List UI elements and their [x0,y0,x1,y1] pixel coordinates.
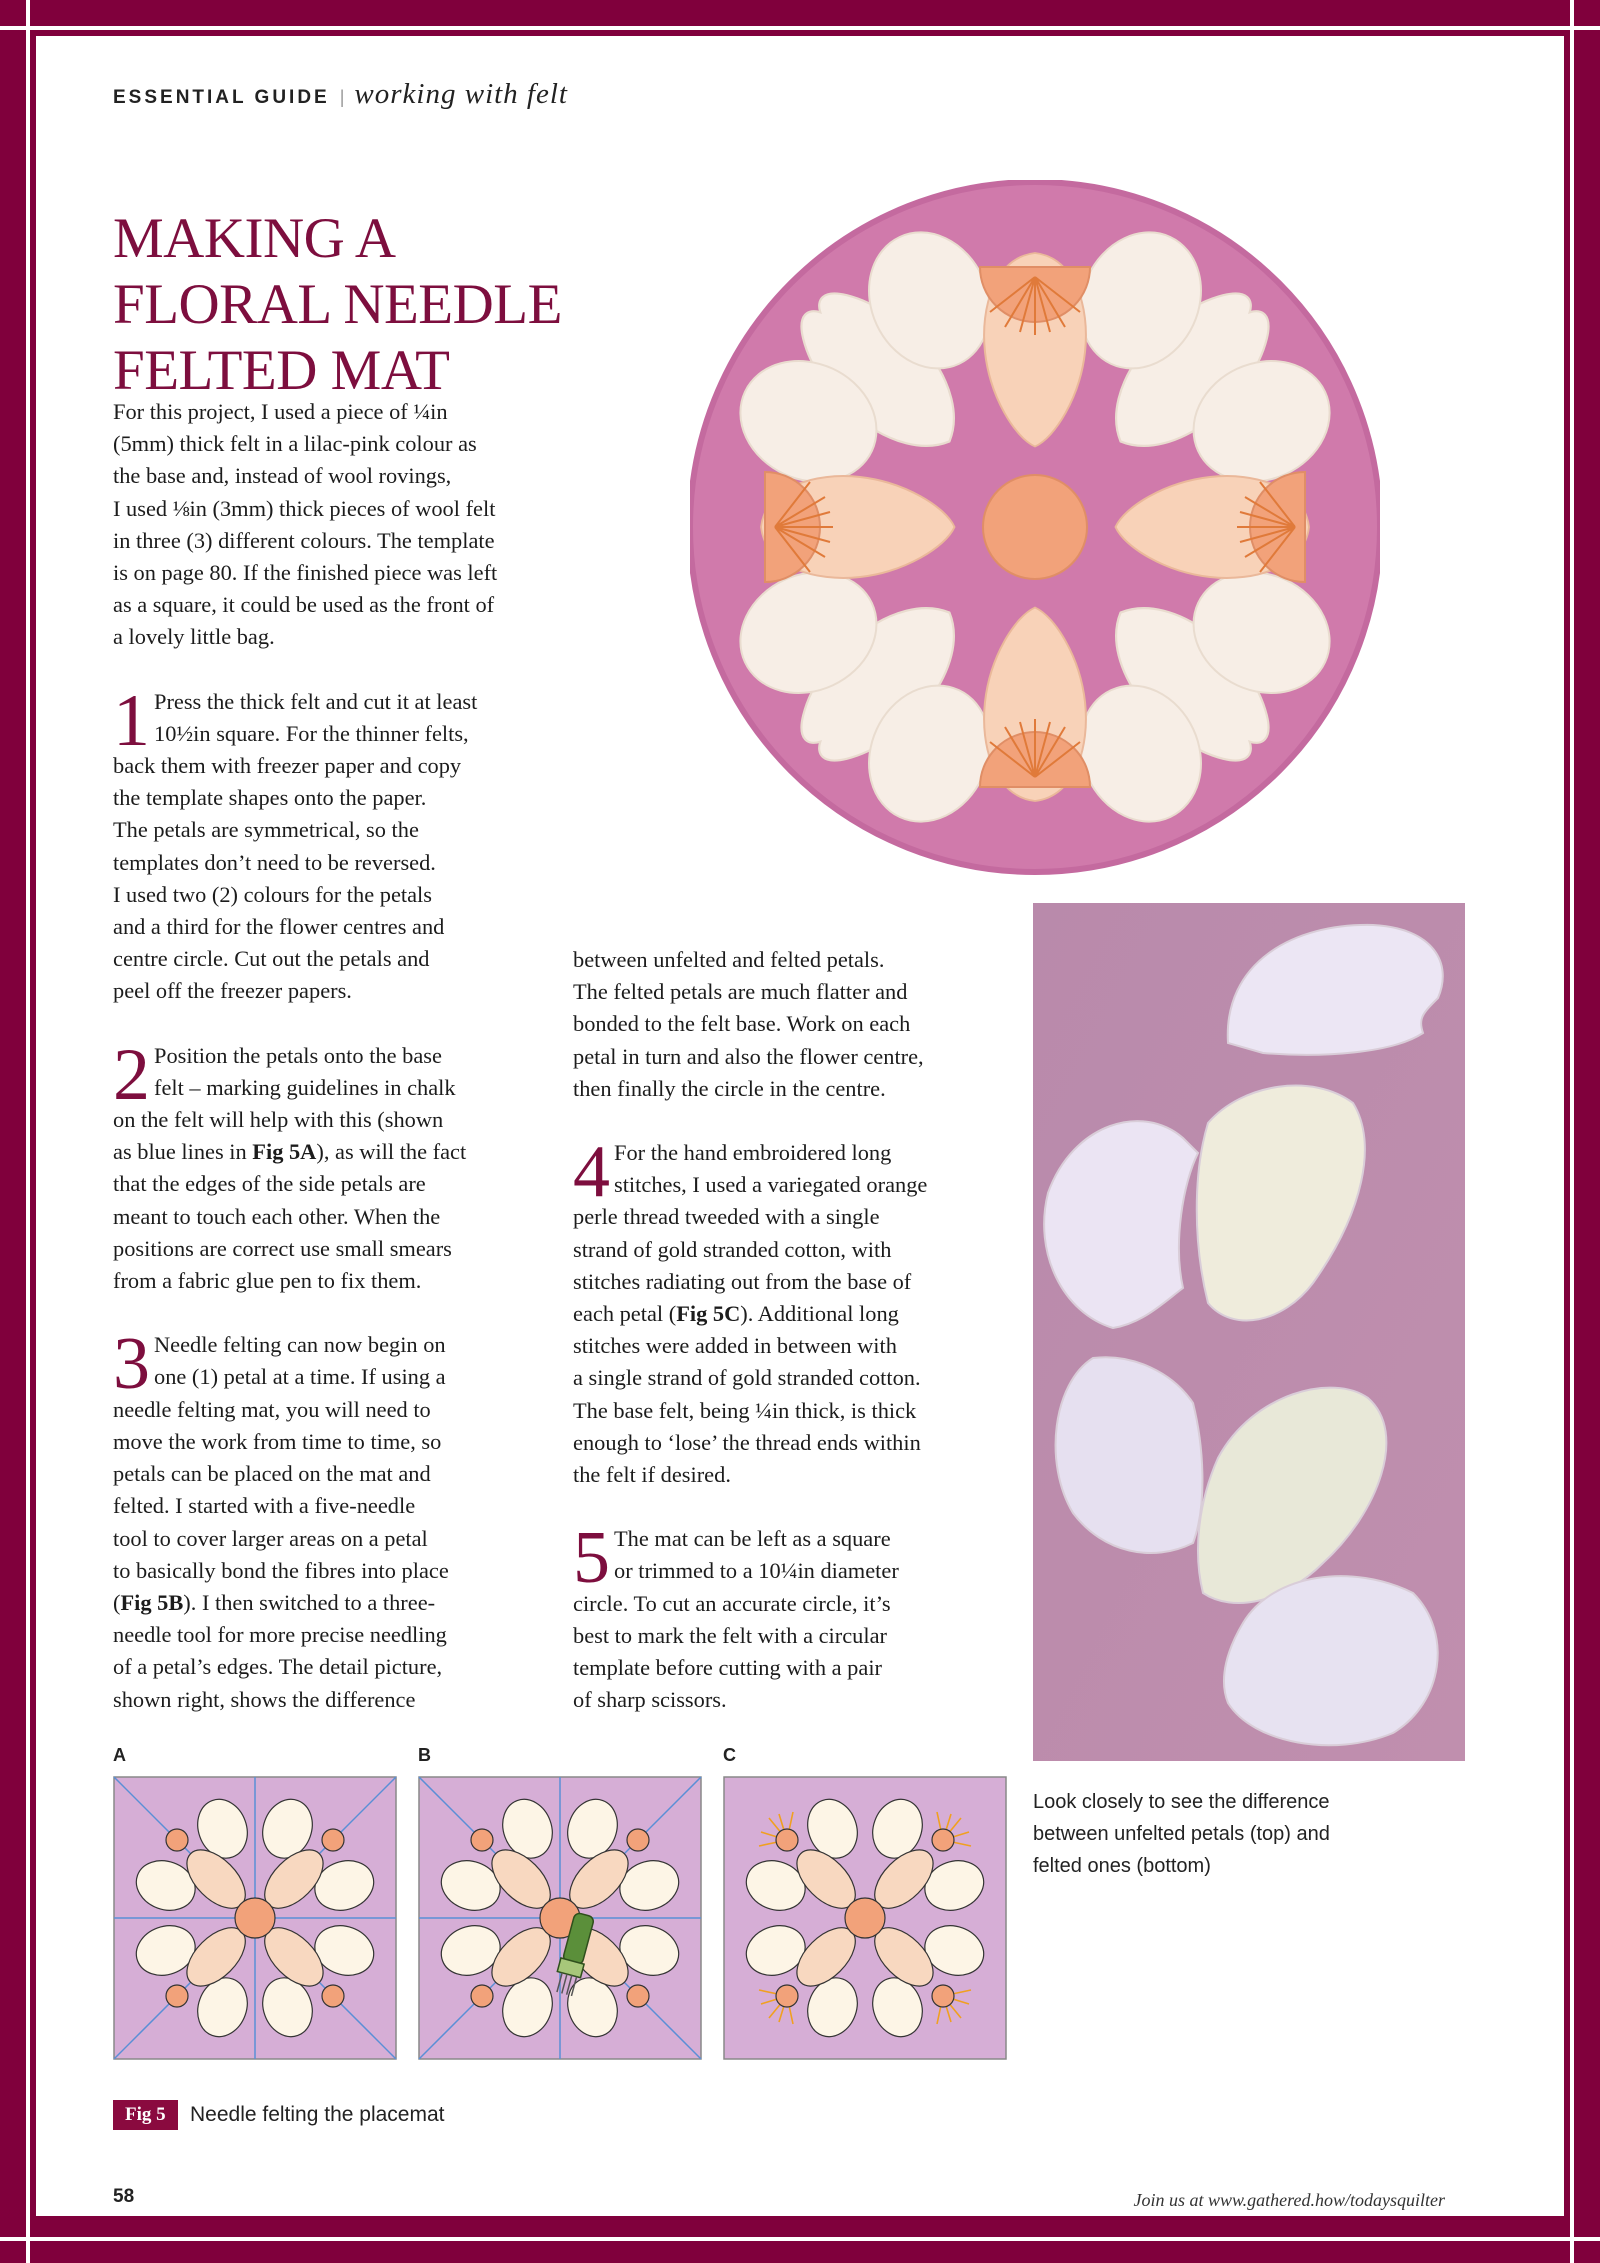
page-number: 58 [113,2186,135,2207]
header-topic: working with felt [354,78,568,110]
figure-title: Needle felting the placemat [190,2103,445,2126]
title-line-3: FELTED MAT [113,339,450,402]
border-line-left [26,0,30,2263]
fig-label-a: A [113,1745,126,1765]
step-5-number: 5 [573,1517,610,1600]
title-line-1: MAKING A [113,207,396,270]
fig-label-c: C [723,1745,736,1765]
fig-5b-ref: Fig 5B [120,1589,184,1615]
step-3-continued: between unfelted and felted petals. The felted petals are much flatter and bonded to the felt base. Work on each petal in turn and also the flower centre, then finally the circle in the centre. [573,947,924,1101]
fig-5a-diagram [113,1776,397,2060]
step-3-number: 3 [113,1323,150,1406]
step-2-number: 2 [113,1033,150,1116]
photo-caption: Look closely to see the difference between unfelted petals (top) and felted ones (bottom) [1033,1791,1330,1877]
fig-5c-diagram [723,1776,1007,2060]
border-line-bottom [0,2237,1600,2241]
step-3: 3 Needle felting can now begin on one (1) petal at a time. If using a needle felting mat, you will need to move the work from time to time, so petals can be placed on the mat and felted. I started with a five-needle tool to cover larger areas on a petal to basically bond the fibres into place (Fig 5B). I then switched to a three- needle tool for more precise needling of a petal’s edges. The detail picture, shown right, shows the difference [113,1323,449,1712]
fig-5b-diagram [418,1776,702,2060]
fig-label-b: B [418,1745,431,1765]
step-5: 5 The mat can be left as a square or trimmed to a 10¼in diameter circle. To cut an accurate circle, it’s best to mark the felt with a circular template before cutting with a pair of sharp scissors. [573,1517,899,1713]
border-line-top [0,26,1600,30]
header-separator: | [339,87,345,107]
fig-5c-ref: Fig 5C [676,1301,741,1327]
left-column [113,396,583,1716]
running-header [113,78,568,111]
felt-mat-circle [690,180,1380,875]
figure-tag: Fig 5 [113,2100,178,2130]
step-4: 4 For the hand embroidered long stitches, I used a variegated orange perle thread tweeded with a single strand of gold stranded cotton, with stitches radiating out from the base of each petal (Fig 5C). Additional long stitches were added in between with a single strand of gold stranded cotton. The base felt, being ¼in thick, is thick enough to ‘lose’ the thread ends within the felt if desired. [573,1131,928,1488]
title-line-2: FLORAL NEEDLE [113,273,562,336]
header-guide: ESSENTIAL GUIDE [113,87,330,108]
petal-comparison-photo [1033,903,1465,1761]
step-2: 2 Position the petals onto the base felt – marking guidelines in chalk on the felt will help with this (shown as blue lines in Fig 5A), as will the fact that the edges of the side petals are meant to touch each other. When the positions are correct use small smears from a fabric glue pen to fix them. [113,1033,467,1294]
footer-link[interactable]: Join us at www.gathered.how/todaysquilter [1133,2190,1445,2210]
step-4-number: 4 [573,1131,610,1214]
border-line-right [1570,0,1574,2263]
page-title [113,206,633,404]
intro-paragraph: For this project, I used a piece of ¼in (5mm) thick felt in a lilac-pink colour as the base and, instead of wool rovings, I used ⅛in (3mm) thick pieces of wool felt in three (3) different colours. The template is on page 80. If the finished piece was left as a square, it could be used as the front of a lovely little bag. [113,399,498,650]
fig-5a-ref: Fig 5A [252,1139,317,1165]
step-1: 1 Press the thick felt and cut it at least 10½in square. For the thinner felts, back them with freezer paper and copy the template shapes onto the paper. The petals are symmetrical, so the templates don’t need to be reversed. I used two (2) colours for the petals and a third for the flower centres and centre circle. Cut out the petals and peel off the freezer papers. [113,679,478,1004]
middle-column [573,944,1023,1716]
step-1-number: 1 [113,679,150,762]
